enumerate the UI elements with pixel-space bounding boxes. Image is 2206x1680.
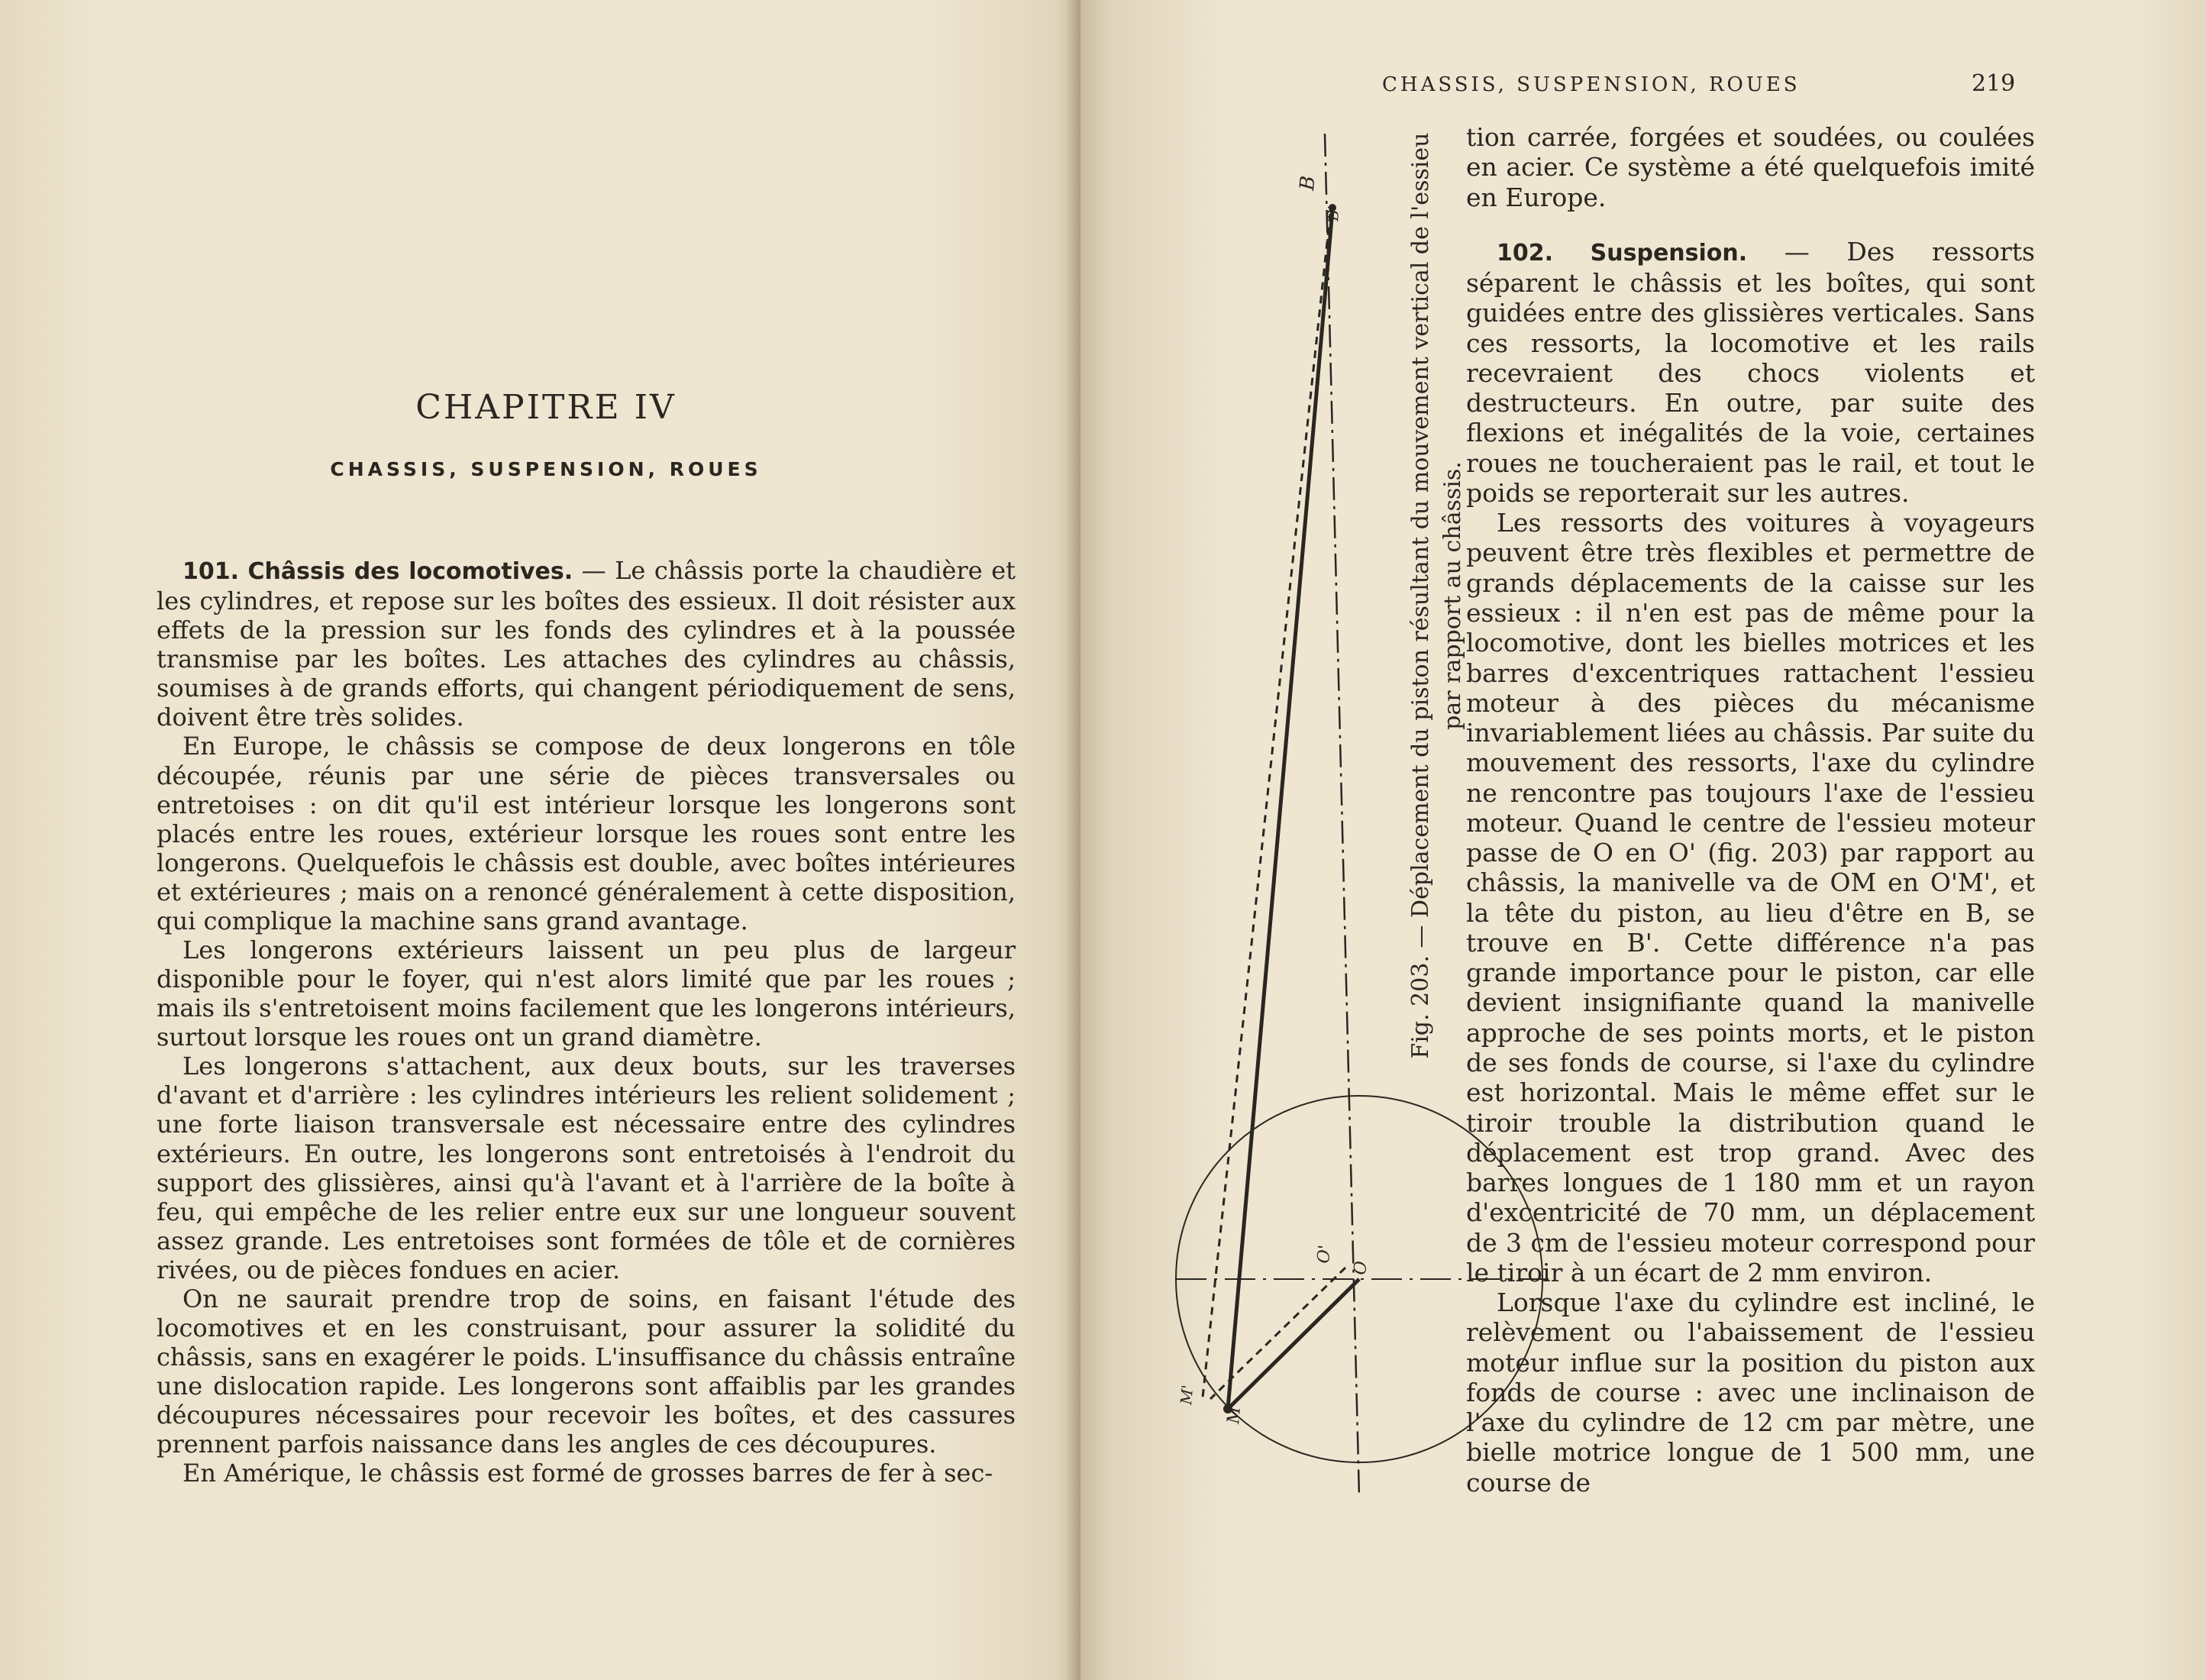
paragraph: En Europe, le châssis se compose de deux longerons en tôle découpée, réunis par une série de pièces transversales ou entretoises : on dit qu'il est intérieur lorsque les longerons sont placés entre les roues, extérieur lorsque les roues sont entre les longerons. Quelquefois le châssis est double, avec boîtes intérieures et extérieures ; mais on a renoncé généralement à cette disposition, qui complique la machine sans grand avantage. xyxy=(157,732,1016,935)
continuation-paragraph: tion carrée, forgées et soudées, ou coulées en acier. Ce système a été quelquefois imité en Europe. xyxy=(1466,122,2035,212)
label-b-prime: B' xyxy=(1323,205,1343,222)
paragraph-text: — Le châssis porte la chaudière et les cylindres, et repose sur les boîtes des essieux. Il doit résister aux effets de la pression sur les fonds des cylindres et à la poussée transmise par les boîtes. Les attaches des cylindres au châssis, soumises à de grands efforts, qui changent périodiquement de sens, doivent être très solides. xyxy=(157,556,1016,732)
paragraph: En Amérique, le châssis est formé de grosses barres de fer à sec- xyxy=(182,1459,993,1488)
connecting-rod-dashed xyxy=(1203,214,1330,1397)
crank-om-prime xyxy=(1210,1268,1345,1399)
right-body-text xyxy=(1466,122,2035,1497)
caption-line-2: par rapport au châssis. xyxy=(1439,461,1466,730)
paragraph xyxy=(157,556,1016,732)
connecting-rod-solid xyxy=(1228,210,1332,1409)
section-heading: Châssis des locomotives. xyxy=(247,558,573,585)
paragraph: Les longerons extérieurs laissent un peu plus de largeur disponible pour le foyer, qui n'est alors limité que par les roues ; mais ils s'entretoisent moins facilement que les longerons intérieurs, surtout lorsque les roues ont un grand diamètre. xyxy=(157,935,1016,1052)
caption-line-1: Fig. 203. — Déplacement du piston résultant du mouvement vertical de l'essieu xyxy=(1407,132,1434,1059)
label-m-prime: M' xyxy=(1177,1384,1197,1406)
label-o-prime: O' xyxy=(1314,1244,1336,1265)
crank-om xyxy=(1228,1279,1359,1409)
paragraph: Les ressorts des voitures à voyageurs peuvent être très flexibles et permettre de grands déplacements de la caisse sur les essieux : il n'en est pas de même pour la locomotive, dont les bielles motrices et les barres d'excentriques rattachent l'essieu moteur à des pièces du mécanisme invariablement liées au châssis. Par suite du mouvement des ressorts, l'axe du cylindre ne rencontre pas toujours l'axe de l'essieu moteur. Quand le centre de l'essieu moteur passe de O en O' (fig. 203) par rapport au châssis, la manivelle va de OM en O'M', et la tête du piston, au lieu d'être en B, se trouve en B'. Cette différence n'a pas grande importance pour le piston, car elle devient insignifiante quand la manivelle approche de ses points morts, et le piston de ses fonds de course, si l'axe du cylindre est horizontal. Mais le même effet sur le tiroir trouble la distribution quand le déplacement est trop grand. Avec des barres longues de 1 180 mm et un rayon d'excentricité de 70 mm, un déplacement de 3 cm de l'essieu moteur correspond pour le tiroir à un écart de 2 mm environ. xyxy=(1466,508,2035,1287)
paragraph: Lorsque l'axe du cylindre est incliné, le relèvement ou l'abaissement de l'essieu moteur influe sur la position du piston aux fonds de course : avec une inclinaison de l'axe du cylindre de 12 cm par mètre, une bielle motrice longue de 1 500 mm, une course de xyxy=(1466,1287,2035,1497)
section-number: 101. xyxy=(182,558,240,585)
vertical-axis-line xyxy=(1325,134,1359,1497)
label-b: B xyxy=(1296,174,1320,192)
paragraph: Les longerons s'attachent, aux deux bouts, sur les traverses d'avant et d'arrière : les cylindres intérieurs les relient solidement ; une forte liaison transversale est nécessaire entre des cylindres extérieurs. En outre, les longerons sont entretoisés à l'endroit du support des glissières, ainsi qu'à l'avant et à l'arrière de la boîte à feu, qui empêche de les relier entre eux sur une longueur souvent assez grande. Les entretoises sont formées de tôle et de cornières rivées, ou de pièces fondues en acier. xyxy=(157,1052,1016,1284)
paragraph xyxy=(1466,237,2035,508)
label-o: O xyxy=(1351,1260,1371,1276)
left-body-text xyxy=(157,556,1016,1488)
left-page xyxy=(0,0,1080,1680)
section-heading: Suspension. xyxy=(1590,239,1748,267)
page-number: 219 xyxy=(1972,70,2016,97)
running-head: CHASSIS, SUSPENSION, ROUES xyxy=(1382,73,1801,96)
label-m: M xyxy=(1224,1405,1245,1425)
chapter-title: CHAPITRE IV xyxy=(415,388,677,427)
chapter-subtitle: CHASSIS, SUSPENSION, ROUES xyxy=(330,458,762,480)
paragraph-text: — Des ressorts séparent le châssis et les boîtes, qui sont guidées entre des glissières verticales. Sans ces ressorts, la locomotive et les rails recevraient des chocs violents et destructeurs. En outre, par suite des flexions et inégalités de la voie, certaines roues ne toucheraient pas le rail, et tout le poids se reporterait sur les autres. xyxy=(1466,236,2035,508)
paragraph: On ne saurait prendre trop de soins, en faisant l'étude des locomotives et en les construisant, pour assurer la solidité du châssis, sans en exagérer le poids. L'insuffisance du châssis entraîne une dislocation rapide. Les longerons sont affaiblis par les grandes découpures nécessaires pour recevoir les boîtes, et des cassures prennent parfois naissance dans les angles de ces découpures. xyxy=(157,1284,1016,1459)
section-number: 102. xyxy=(1497,239,1554,267)
